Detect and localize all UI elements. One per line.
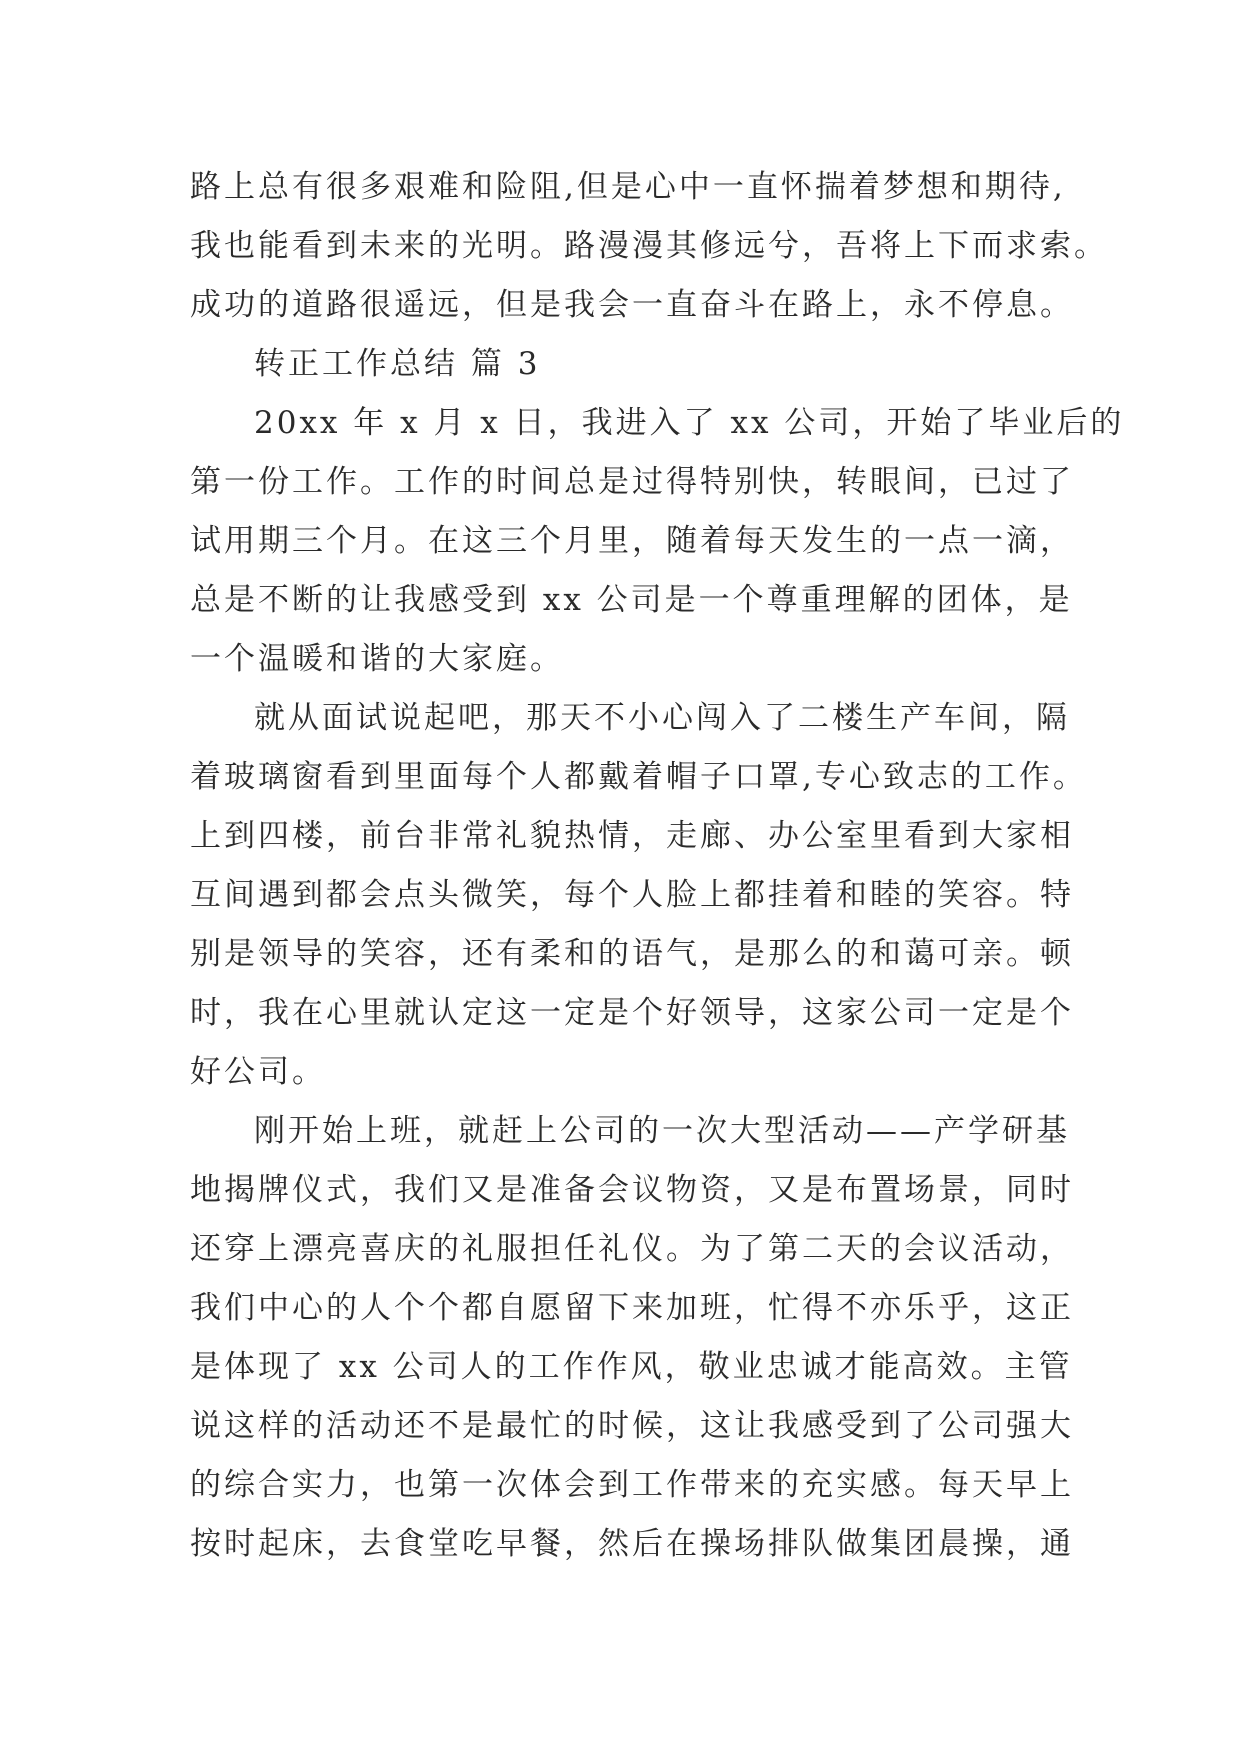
text-line: 成功的道路很遥远，但是我会一直奋斗在路上，永不停息。 xyxy=(190,287,1074,323)
text-line: 地揭牌仪式，我们又是准备会议物资，又是布置场景，同时 xyxy=(190,1172,1074,1208)
text-line: 着玻璃窗看到里面每个人都戴着帽子口罩,专心致志的工作。 xyxy=(190,759,1087,795)
text-line: 上到四楼，前台非常礼貌热情，走廊、办公室里看到大家相 xyxy=(190,818,1074,854)
text-line: 还穿上漂亮喜庆的礼服担任礼仪。为了第二天的会议活动， xyxy=(190,1231,1074,1267)
text-line: 20xx 年 x 月 x 日，我进入了 xx 公司，开始了毕业后的 xyxy=(254,405,1125,441)
text-line: 我也能看到未来的光明。路漫漫其修远兮，吾将上下而求索。 xyxy=(190,228,1108,264)
text-line: 路上总有很多艰难和险阻,但是心中一直怀揣着梦想和期待, xyxy=(190,169,1066,205)
text-line: 第一份工作。工作的时间总是过得特别快，转眼间，已过了 xyxy=(190,464,1074,500)
text-line: 别是领导的笑容，还有柔和的语气，是那么的和蔼可亲。顿 xyxy=(190,936,1074,972)
text-line: 就从面试说起吧，那天不小心闯入了二楼生产车间，隔 xyxy=(254,700,1070,736)
text-line: 我们中心的人个个都自愿留下来加班，忙得不亦乐乎，这正 xyxy=(190,1290,1074,1326)
text-line: 一个温暖和谐的大家庭。 xyxy=(190,641,564,677)
text-line: 按时起床，去食堂吃早餐，然后在操场排队做集团晨操，通 xyxy=(190,1526,1074,1562)
text-line: 试用期三个月。在这三个月里，随着每天发生的一点一滴， xyxy=(190,523,1074,559)
text-line: 互间遇到都会点头微笑，每个人脸上都挂着和睦的笑容。特 xyxy=(190,877,1074,913)
text-line: 好公司。 xyxy=(190,1054,326,1090)
document-body xyxy=(190,158,1125,1574)
text-line: 刚开始上班，就赶上公司的一次大型活动——产学研基 xyxy=(254,1113,1070,1149)
text-line: 转正工作总结 篇 3 xyxy=(254,346,541,382)
text-line: 是体现了 xx 公司人的工作作风，敬业忠诚才能高效。主管 xyxy=(190,1349,1073,1385)
text-line: 说这样的活动还不是最忙的时候，这让我感受到了公司强大 xyxy=(190,1408,1074,1444)
text-line: 时，我在心里就认定这一定是个好领导，这家公司一定是个 xyxy=(190,995,1074,1031)
text-line: 的综合实力，也第一次体会到工作带来的充实感。每天早上 xyxy=(190,1467,1074,1503)
text-line: 总是不断的让我感受到 xx 公司是一个尊重理解的团体，是 xyxy=(190,582,1073,618)
